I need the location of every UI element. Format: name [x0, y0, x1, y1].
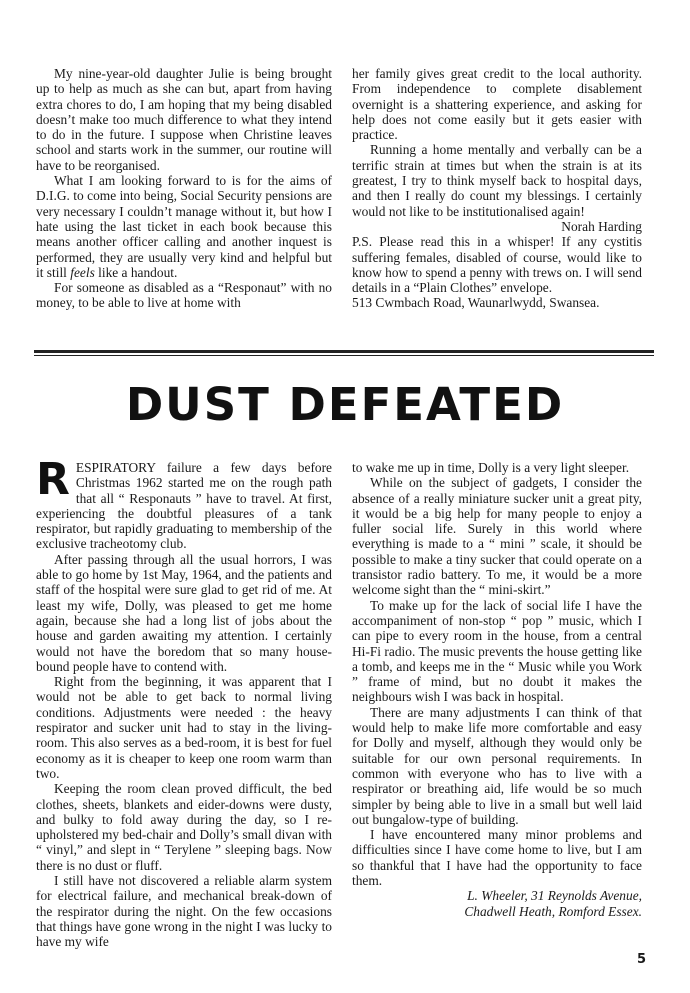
letter-column-right — [352, 66, 642, 311]
paragraph: My nine-year-old daughter Julie is being brought up to help as much as she can but, apart from having extra chores to do, I am hoping that my being disabled doesn’t make too much difference to what they intend to do in the future. I suppose when Christine leaves school and starts work in the summer, our routine will have to be reorganised. — [36, 66, 332, 173]
paragraph: There are many adjustments I can think of that would help to make life more comfortable and easy for Dolly and myself, although they would only be suitable for our own personal requirements. In common with everyone who has to live with a respirator or breathing aid, life would be so much simpler by being able to live in a small but well laid out bungalow-type of building. — [352, 704, 642, 827]
paragraph: I still have not discovered a reliable alarm system for electrical failure, and mechanical break-down of the respirator during the night. On the few occasions that things have gone wrong in the night I was lucky to have my wife — [36, 873, 332, 950]
paragraph: to wake me up in time, Dolly is a very light sleeper. — [352, 460, 630, 475]
letter-column-left — [36, 66, 332, 311]
article-headline: DUST DEFEATED — [125, 378, 565, 431]
paragraph: For someone as disabled as a “Responaut” with no money, to be able to live at home with — [36, 280, 332, 311]
author-signature: Norah Harding — [561, 218, 642, 234]
first-paragraph — [36, 454, 332, 552]
paragraph: Keeping the room clean proved difficult, the bed clothes, sheets, blankets and eider-downs were dusty, and bulky to fold away during the day, so I re-upholstered my bed-chair and Dolly’s small divan with “ vinyl,” and slept in “ Terylene ” sleeping bags. Now there is no dust or fluff. — [36, 781, 332, 873]
signature-line-1: L. Wheeler, 31 Reynolds Avenue, — [467, 888, 642, 904]
first-paragraph-text: ESPIRATORY failure a few days before Christmas 1962 started me on the rough path that all “ Responauts ” have to travel. At first, experiencing the doubtful pleasures of a tank respirator, but rapidly graduating to membership of the exclusive tracheotomy club. — [36, 460, 332, 552]
author-address: 513 Cwmbach Road, Waunarlwydd, Swansea. — [352, 295, 600, 311]
article-column-left — [36, 454, 332, 950]
signature-line-2: Chadwell Heath, Romford Essex. — [464, 903, 642, 919]
emphasis-feels: feels — [66, 264, 95, 280]
paragraph: After passing through all the usual horrors, I was able to go home by 1st May, 1964, and the patients and staff of the hospital were sure glad to get rid of me. At least my wife, Dolly, was pleased to get me home again, because she had a long list of jobs about the house and garden awaiting my attention. I certainly would not have the boredom that so many house-bound people have to contend with. — [36, 551, 332, 674]
paragraph: What I am looking forward to is for the aims of D.I.G. to come into being, Social Security pensions are very necessary I couldn’t manage without it, but how I hate using the last ticket in each book because this means another officer calling and another inquest is performed, they are usually very kind and helpful but it still feels like a handout. — [36, 173, 332, 280]
paragraph: While on the subject of gadgets, I consider the absence of a really miniature sucker unit a great pity, it would be a big help for many people to enjoy a fuller social life. Surely in this world where everything is made to a “ mini ” scale, it should be possible to make a tiny sucker that could operate on a transistor radio battery. To me, it would be a more welcome sight than the “ mini-skirt.” — [352, 475, 642, 598]
paragraph: To make up for the lack of social life I have the accompaniment of non-stop “ pop ” music, which I can pipe to every room in the house, from a central Hi-Fi radio. The music prevents the house getting like a tomb, and keeps me in the “ Music while you Work ” frame of mind, but no doubt it makes the neighbours wish I was back in hospital. — [352, 597, 642, 705]
paragraph: Running a home mentally and verbally can be a terrific strain at times but when the strain is at its greatest, I try to think myself back to hospital days, and then I really do count my blessings. I certainly would not like to be institutionalised again! — [352, 142, 642, 219]
paragraph: her family gives great credit to the local authority. From independence to complete disablement overnight is a shattering experience, and asking for help does not come easily but it gets easier with practice. — [352, 66, 642, 143]
article-column-right — [352, 460, 642, 919]
paragraph: I have encountered many minor problems and difficulties since I have come home to live, but I am so thankful that I have had the opportunity to face them. — [352, 827, 642, 889]
paragraph: Right from the beginning, it was apparent that I would not be able to get back to normal living conditions. Adjustments were needed : the heavy respirator and sucker unit had to stay in the living-room. This also serves as a bed-room, it is best for fuel economy as it is cheaper to keep one room warm than two. — [36, 674, 332, 781]
drop-cap: R — [36, 454, 70, 505]
section-divider — [34, 350, 654, 356]
feels-tail: like a handout. — [94, 264, 178, 280]
postscript: P.S. Please read this in a whisper! If any cystitis suffering females, disabled of course, would like to know how to spend a penny with trews on. I will send details in a “Plain Clothes” envelope. — [352, 234, 642, 296]
page-number: 5 — [636, 952, 646, 967]
